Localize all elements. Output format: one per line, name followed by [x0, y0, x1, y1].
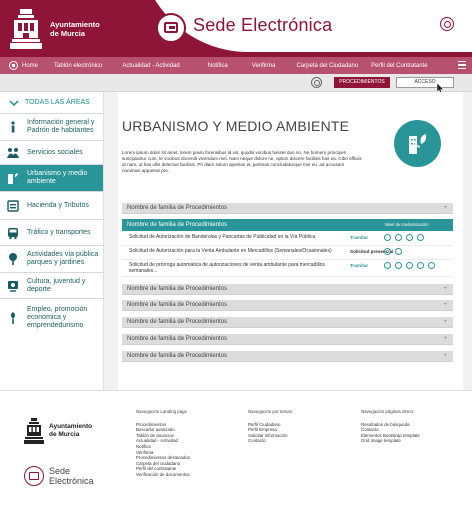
footer-link[interactable]: Buscador avanzado: [136, 427, 175, 433]
footer-column-landing: [136, 409, 190, 478]
family-row[interactable]: [122, 334, 453, 345]
culture-icon: [6, 279, 20, 293]
family-row[interactable]: [122, 351, 453, 362]
solicitud-text: Solicitud de prórroga automática de autorizaciones de venta ambulante para mercadillos: [129, 262, 325, 268]
footer-link[interactable]: Contacto: [248, 438, 266, 444]
sidebar-all-label: TODAS LAS ÁREAS: [25, 99, 90, 106]
expand-icon[interactable]: +: [443, 336, 447, 342]
footer-link[interactable]: Elementos Bootstrap template: [361, 432, 420, 438]
nav-tablon[interactable]: Tablón electrónico: [54, 62, 103, 69]
family-row[interactable]: [122, 300, 453, 311]
sidebar-item-hacienda[interactable]: [0, 192, 103, 220]
sede-logo-icon: [156, 13, 186, 43]
nav-verifirma[interactable]: Verifirma: [251, 62, 276, 69]
sidebar-item-label: Empleo, promoción: [27, 306, 88, 313]
expand-icon[interactable]: +: [443, 319, 447, 325]
family-row-expanded[interactable]: [122, 219, 453, 231]
main-area: [104, 92, 472, 390]
sidebar-item-label: Urbanismo y medio: [27, 170, 88, 177]
nav-actualidad[interactable]: Actualidad - Actividad: [122, 62, 180, 69]
footer-link[interactable]: Solicitar información: [248, 432, 288, 438]
modernization-level: [384, 234, 428, 241]
footer-org-line1: Ayuntamiento: [49, 423, 93, 430]
org-line2: de Murcia: [50, 29, 86, 38]
tramitar-link[interactable]: Tramitar: [350, 235, 369, 240]
tramitar-link[interactable]: Tramitar: [350, 263, 369, 268]
sidebar-item-urbanismo[interactable]: [0, 165, 103, 192]
sidebar-item-informacion[interactable]: [0, 114, 103, 141]
family-row-label: Nombre de familia de Procedimientos: [127, 286, 228, 292]
sidebar-item-label: Tráfico y transportes: [27, 228, 91, 236]
modernization-level: [384, 262, 439, 269]
modernization-level: [384, 248, 406, 255]
nav-carpeta[interactable]: Carpeta del Ciudadano: [296, 62, 359, 69]
search-icon[interactable]: [440, 17, 454, 31]
footer-link[interactable]: Verificación de documentos: [136, 471, 190, 477]
expand-icon[interactable]: +: [443, 205, 447, 211]
crest-icon: [24, 417, 44, 445]
sede-logo-icon: [24, 466, 44, 486]
footer-sede-line2: Electrónica: [49, 476, 94, 486]
info-icon: [6, 120, 20, 134]
chevron-down-icon: [9, 98, 19, 108]
family-row[interactable]: [122, 203, 453, 214]
footer-column-heading: Navegación por temas:: [248, 409, 294, 414]
footer-link[interactable]: Grid Image template: [361, 438, 401, 444]
solicitud-row[interactable]: [122, 232, 453, 246]
acceso-button[interactable]: ACCESO: [396, 77, 454, 88]
footer-link[interactable]: Verifirma: [136, 449, 154, 455]
level-icon: [395, 262, 402, 269]
footer-link[interactable]: Contacto: [361, 427, 379, 433]
search-small-icon[interactable]: [311, 77, 322, 88]
sidebar-item-label: ambiente: [27, 178, 56, 185]
nivel-modernizacion-label: Nivel de modernización: [385, 222, 429, 227]
footer-ayuntamiento-logo[interactable]: [24, 417, 92, 445]
nav-notifica[interactable]: Notifica: [207, 62, 228, 69]
level-icon: [384, 248, 391, 255]
family-row-label: Nombre de familia de Procedimientos: [127, 302, 228, 308]
level-icon: [384, 234, 391, 241]
footer-link[interactable]: Procedimientos destacados: [136, 455, 190, 461]
footer-link[interactable]: Perfil del contratante: [136, 466, 177, 472]
family-row[interactable]: [122, 284, 453, 295]
solicitud-row[interactable]: [122, 246, 453, 260]
home-icon[interactable]: [9, 61, 18, 70]
sidebar-item-label: Actividades vía pública: [27, 251, 99, 258]
footer-link[interactable]: Resultados de búsqueda: [361, 421, 410, 427]
expand-icon[interactable]: +: [443, 302, 447, 308]
sidebar-item-label: Cultura, juventud y: [27, 277, 86, 285]
sidebar-item-servicios-sociales[interactable]: [0, 141, 103, 165]
page-description: Lorem ipsum dolor sit amet, lorem paulo forensibus id vis, quodsi vocibus fuisset duo no. Ne homero principes suscipiantur cum, te vocibus docendi vivendum mei. Nam neque dolore ne, option discere facilisis has ea. Cibo officiis at nam, ut has ullis delectus facilisis. Pri diam solum apeirian ei, partinas concludaturque mel eu, ad accusam nominavi appareat pro.: [122, 150, 362, 173]
solicitud-row[interactable]: [122, 260, 453, 277]
footer-link[interactable]: Notifica: [136, 443, 151, 449]
nav-home[interactable]: Home: [22, 62, 39, 69]
family-row-label: Nombre de familia de Procedimientos: [127, 222, 228, 228]
top-navigation: [0, 57, 472, 74]
sidebar-item-actividades[interactable]: [0, 246, 103, 273]
footer-link[interactable]: Perfil Ciudadano: [248, 421, 281, 427]
level-icon: [406, 262, 413, 269]
site-header: [0, 0, 472, 57]
level-icon: [406, 234, 413, 241]
org-name: [50, 20, 100, 38]
building-plant-icon: [6, 171, 20, 185]
site-footer: [0, 390, 472, 513]
level-icon: [395, 234, 402, 241]
sede-title[interactable]: Sede Electrónica: [193, 15, 333, 35]
finance-icon: [6, 199, 20, 213]
crest-icon: [8, 7, 44, 51]
family-row-label: Nombre de familia de Procedimientos: [127, 336, 228, 342]
sidebar-item-label: Información general y: [27, 119, 95, 126]
sidebar: [0, 92, 104, 390]
sidebar-item-label: parques y jardines: [27, 259, 85, 266]
level-icon: [428, 262, 435, 269]
level-icon: [417, 262, 424, 269]
nav-perfil-contratante[interactable]: Perfil del Contratante: [371, 62, 428, 69]
page-title: URBANISMO Y MEDIO AMBIENTE: [122, 118, 350, 134]
footer-link[interactable]: Actualidad - Actividad: [136, 438, 178, 444]
content-panel: [118, 92, 463, 390]
expand-icon[interactable]: +: [443, 286, 447, 292]
sidebar-item-label: Servicios sociales: [27, 148, 83, 156]
employment-icon: [6, 311, 20, 325]
family-row-label: Nombre de familia de Procedimientos: [127, 205, 228, 211]
procedimientos-button[interactable]: PROCEDIMIENTOS: [334, 77, 390, 88]
solicitud-text: semanales...: [129, 267, 158, 274]
people-icon: [6, 146, 20, 160]
footer-column-demo: [361, 409, 420, 444]
sidebar-item-label: economica y: [27, 314, 67, 321]
ayuntamiento-logo[interactable]: [8, 7, 100, 51]
sidebar-item-empleo[interactable]: [0, 299, 103, 337]
footer-column-heading: Navegación Landing page: [136, 409, 188, 414]
sub-toolbar: [0, 74, 472, 92]
sidebar-item-label: deporte: [27, 285, 51, 293]
org-line1: Ayuntamiento: [50, 20, 100, 29]
menu-icon[interactable]: [458, 61, 466, 69]
city-plant-icon: [394, 120, 441, 167]
solicitud-text: Solicitud de Autorización de Banderolas y Pancartas de Publicidad en la Vía Pública: [129, 234, 316, 240]
family-row-label: Nombre de familia de Procedimientos: [127, 319, 228, 325]
footer-org-line2: de Murcia: [49, 431, 80, 438]
footer-column-temas: [248, 409, 293, 444]
bus-icon: [6, 226, 20, 240]
solicitud-presencial-label[interactable]: Solicitud presencial: [350, 249, 394, 254]
footer-column-heading: Navegación páginas demo:: [361, 409, 415, 414]
tree-icon: [6, 252, 20, 266]
level-icon: [417, 234, 424, 241]
expand-icon[interactable]: +: [443, 353, 447, 359]
sidebar-item-cultura[interactable]: [0, 273, 103, 299]
sidebar-item-trafico[interactable]: [0, 220, 103, 246]
footer-link[interactable]: Perfil Empresa: [248, 427, 277, 433]
level-icon: [384, 262, 391, 269]
sidebar-item-label: Hacienda y Tributos: [27, 201, 89, 209]
solicitud-text: Solicitud de Autorización para la Venta Ambulante en Mercadillos (Semanales/Ocasionales): [129, 248, 332, 254]
family-row-label: Nombre de familia de Procedimientos: [127, 353, 228, 359]
level-icon: [395, 248, 402, 255]
footer-link[interactable]: Carpeta del ciudadano: [136, 460, 181, 466]
sidebar-item-label: emprendedurismo: [27, 322, 84, 329]
sidebar-item-label: Padrón de habitantes: [27, 127, 94, 134]
family-row[interactable]: [122, 317, 453, 328]
footer-sede-logo[interactable]: [24, 466, 94, 486]
sidebar-all-areas[interactable]: [0, 92, 103, 114]
footer-link[interactable]: Procedimientos: [136, 421, 167, 427]
footer-sede-line1: Sede: [49, 466, 71, 476]
footer-link[interactable]: Tablón de anuncios: [136, 432, 174, 438]
urbanismo-badge: [394, 120, 441, 167]
